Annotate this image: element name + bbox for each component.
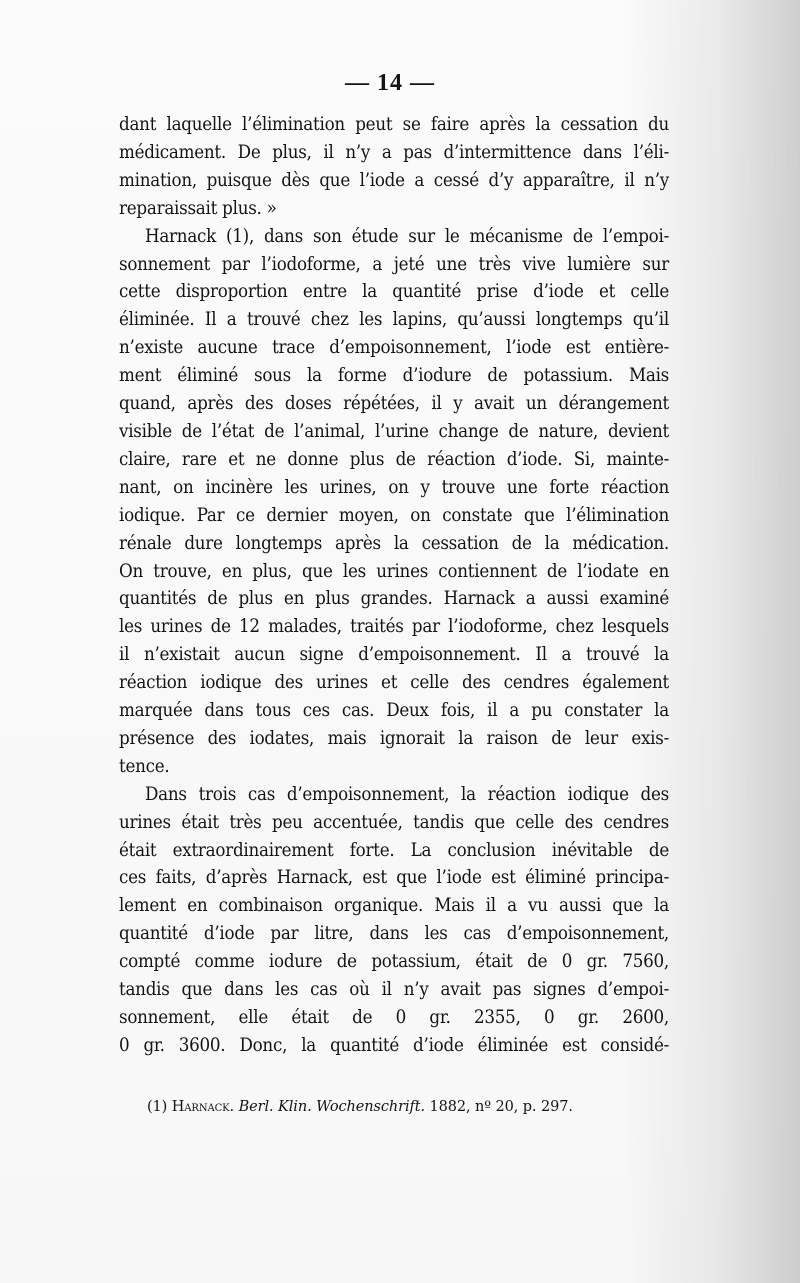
text-line: sonnement par l’iodoforme, a jeté une très vive lumière sur xyxy=(119,253,669,275)
text-line: nant, on incinère les urines, on y trouve une forte réaction xyxy=(119,476,669,498)
text-line: mination, puisque dès que l’iode a cessé d’y apparaître, il n’y xyxy=(119,169,669,191)
text-line: claire, rare et ne donne plus de réaction d’iode. Si, mainte- xyxy=(119,448,669,470)
text-line: sonnement, elle était de 0 gr. 2355, 0 gr. 2600, xyxy=(119,1007,669,1028)
page-number: — 14 — xyxy=(345,70,435,96)
text-line: présence des iodates, mais ignorait la raison de leur exis- xyxy=(119,727,669,749)
text-line: tandis que dans les cas où il n’y avait pas signes d’empoi- xyxy=(119,979,669,1001)
text-line: compté comme iodure de potassium, était de 0 gr. 7560, xyxy=(119,951,669,973)
text-line: On trouve, en plus, que les urines contiennent de l’iodate en xyxy=(119,560,669,582)
text-line: quantités de plus en plus grandes. Harnack a aussi examiné xyxy=(119,588,669,610)
text-line: éliminée. Il a trouvé chez les lapins, qu’aussi longtemps qu’il xyxy=(119,309,669,331)
footnote-details: 1882, nº 20, p. 297. xyxy=(429,1099,573,1115)
text-line: était extraordinairement forte. La conclusion inévitable de xyxy=(119,839,669,861)
text-line: réaction iodique des urines et celle des cendres également xyxy=(119,672,669,694)
paragraph-1 xyxy=(119,111,669,223)
text-line: médicament. De plus, il n’y a pas d’intermittence dans l’éli- xyxy=(119,141,669,163)
footnote xyxy=(147,1097,627,1117)
text-line: visible de l’état de l’animal, l’urine change de nature, devient xyxy=(119,420,669,442)
text-line: il n’existait aucun signe d’empoisonnement. Il a trouvé la xyxy=(119,644,669,666)
text-line: n’existe aucune trace d’empoisonnement, l’iode est entière- xyxy=(119,337,669,359)
text-line: Harnack (1), dans son étude sur le mécanisme de l’empoi- xyxy=(145,225,669,247)
text-line: les urines de 12 malades, traités par l’iodoforme, chez lesquels xyxy=(119,616,669,638)
text-line: quand, après des doses répétées, il y avait un dérangement xyxy=(119,393,669,415)
text-line: dant laquelle l’élimination peut se faire après la cessation du xyxy=(119,114,669,135)
text-line: iodique. Par ce dernier moyen, on constate que l’élimination xyxy=(119,504,669,526)
text-line: rénale dure longtemps après la cessation de la médication. xyxy=(119,532,669,554)
text-line: lement en combinaison organique. Mais il a vu aussi que la xyxy=(119,895,669,917)
text-line: ces faits, d’après Harnack, est que l’iode est éliminé principa- xyxy=(119,867,669,889)
text-line: tence. xyxy=(119,755,170,777)
text-line: quantité d’iode par litre, dans les cas d’empoisonnement, xyxy=(119,923,669,945)
paragraph-2 xyxy=(119,223,669,781)
footnote-journal: Berl. Klin. Wochenschrift. xyxy=(238,1099,425,1115)
text-line: marquée dans tous ces cas. Deux fois, il a pu constater la xyxy=(119,700,669,722)
body-text xyxy=(119,111,669,1060)
paragraph-3 xyxy=(119,781,669,1060)
text-line: reparaissait plus. » xyxy=(119,197,277,219)
text-line: ment éliminé sous la forme d’iodure de potassium. Mais xyxy=(119,365,669,387)
text-line: urines était très peu accentuée, tandis que celle des cendres xyxy=(119,811,669,833)
text-line: Dans trois cas d’empoisonnement, la réaction iodique des xyxy=(145,783,669,805)
text-line: cette disproportion entre la quantité prise d’iode et celle xyxy=(119,281,669,303)
footnote-author: Harnack. xyxy=(171,1099,235,1115)
text-line: 0 gr. 3600. Donc, la quantité d’iode éliminée est considé- xyxy=(119,1034,669,1056)
footnote-marker: (1) xyxy=(147,1099,168,1115)
